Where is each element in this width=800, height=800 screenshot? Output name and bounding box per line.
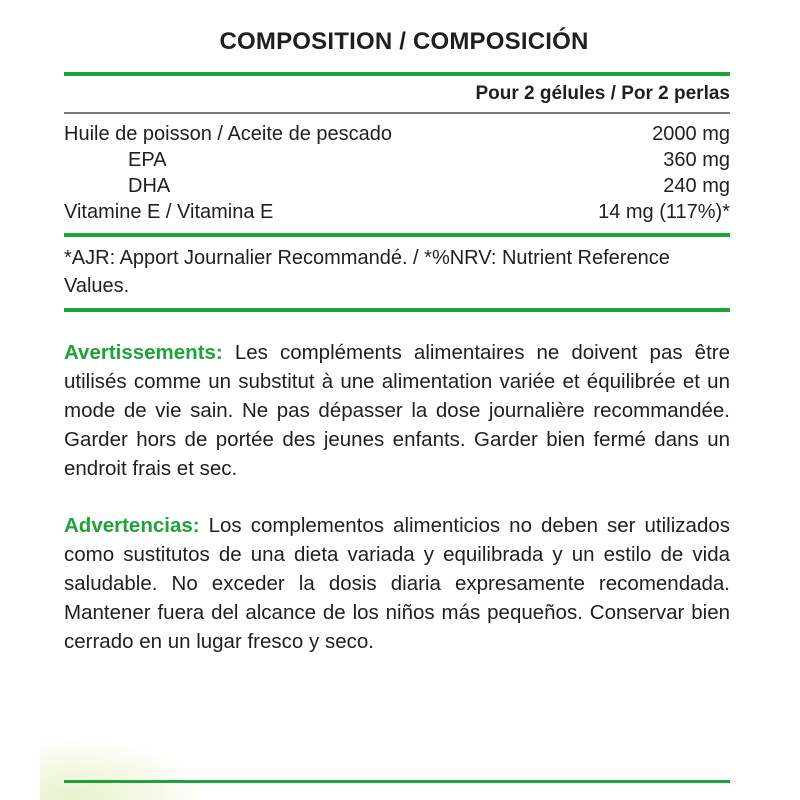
footnote: *AJR: Apport Journalier Recommandé. / *%NRV: Nutrient Reference Values.	[64, 247, 670, 297]
warning-heading: Advertencias:	[64, 514, 200, 537]
table-row	[64, 121, 730, 147]
page-title: COMPOSITION / COMPOSICIÓN	[219, 28, 589, 55]
warning-text: Les compléments alimentaires ne doivent pas être utilisés comme un substitut à une alimentation variée et équilibrée et un mode de vie sain. Ne pas dépasser la dose journalière recommandée. Garder hors de portée des jeunes enfants. Garder bien fermé dans un endroit frais et sec.	[64, 341, 730, 480]
background-decoration	[40, 742, 200, 800]
ingredient-value: 240 mg	[663, 175, 730, 197]
warning-text: Los complementos alimenticios no deben ser utilizados como sustitutos de una dieta variada y equilibrada y un estilo de vida saludable. No exceder la dosis diaria expresamente recomendada. Mantener fuera del alcance de los niños más pequeños. Conservar bien cerrado en un lugar fresco y seco.	[64, 514, 730, 653]
divider	[64, 308, 730, 312]
divider	[64, 233, 730, 237]
ingredient-name: EPA	[128, 149, 167, 171]
divider	[64, 112, 730, 114]
ingredient-value: 2000 mg	[652, 123, 730, 145]
warning-spanish	[64, 511, 730, 656]
composition-panel	[64, 28, 730, 656]
divider	[64, 780, 730, 783]
warning-french	[64, 338, 730, 483]
composition-table	[64, 121, 730, 225]
warning-heading: Avertissements:	[64, 341, 223, 364]
serving-size: Pour 2 gélules / Por 2 perlas	[475, 83, 730, 104]
ingredient-value: 360 mg	[663, 149, 730, 171]
table-row	[64, 173, 730, 199]
table-row	[64, 199, 730, 225]
ingredient-name: Huile de poisson / Aceite de pescado	[64, 123, 392, 145]
divider	[64, 72, 730, 76]
ingredient-name: Vitamine E / Vitamina E	[64, 201, 274, 223]
ingredient-value: 14 mg (117%)*	[598, 201, 730, 223]
ingredient-name: DHA	[128, 175, 171, 197]
table-row	[64, 147, 730, 173]
